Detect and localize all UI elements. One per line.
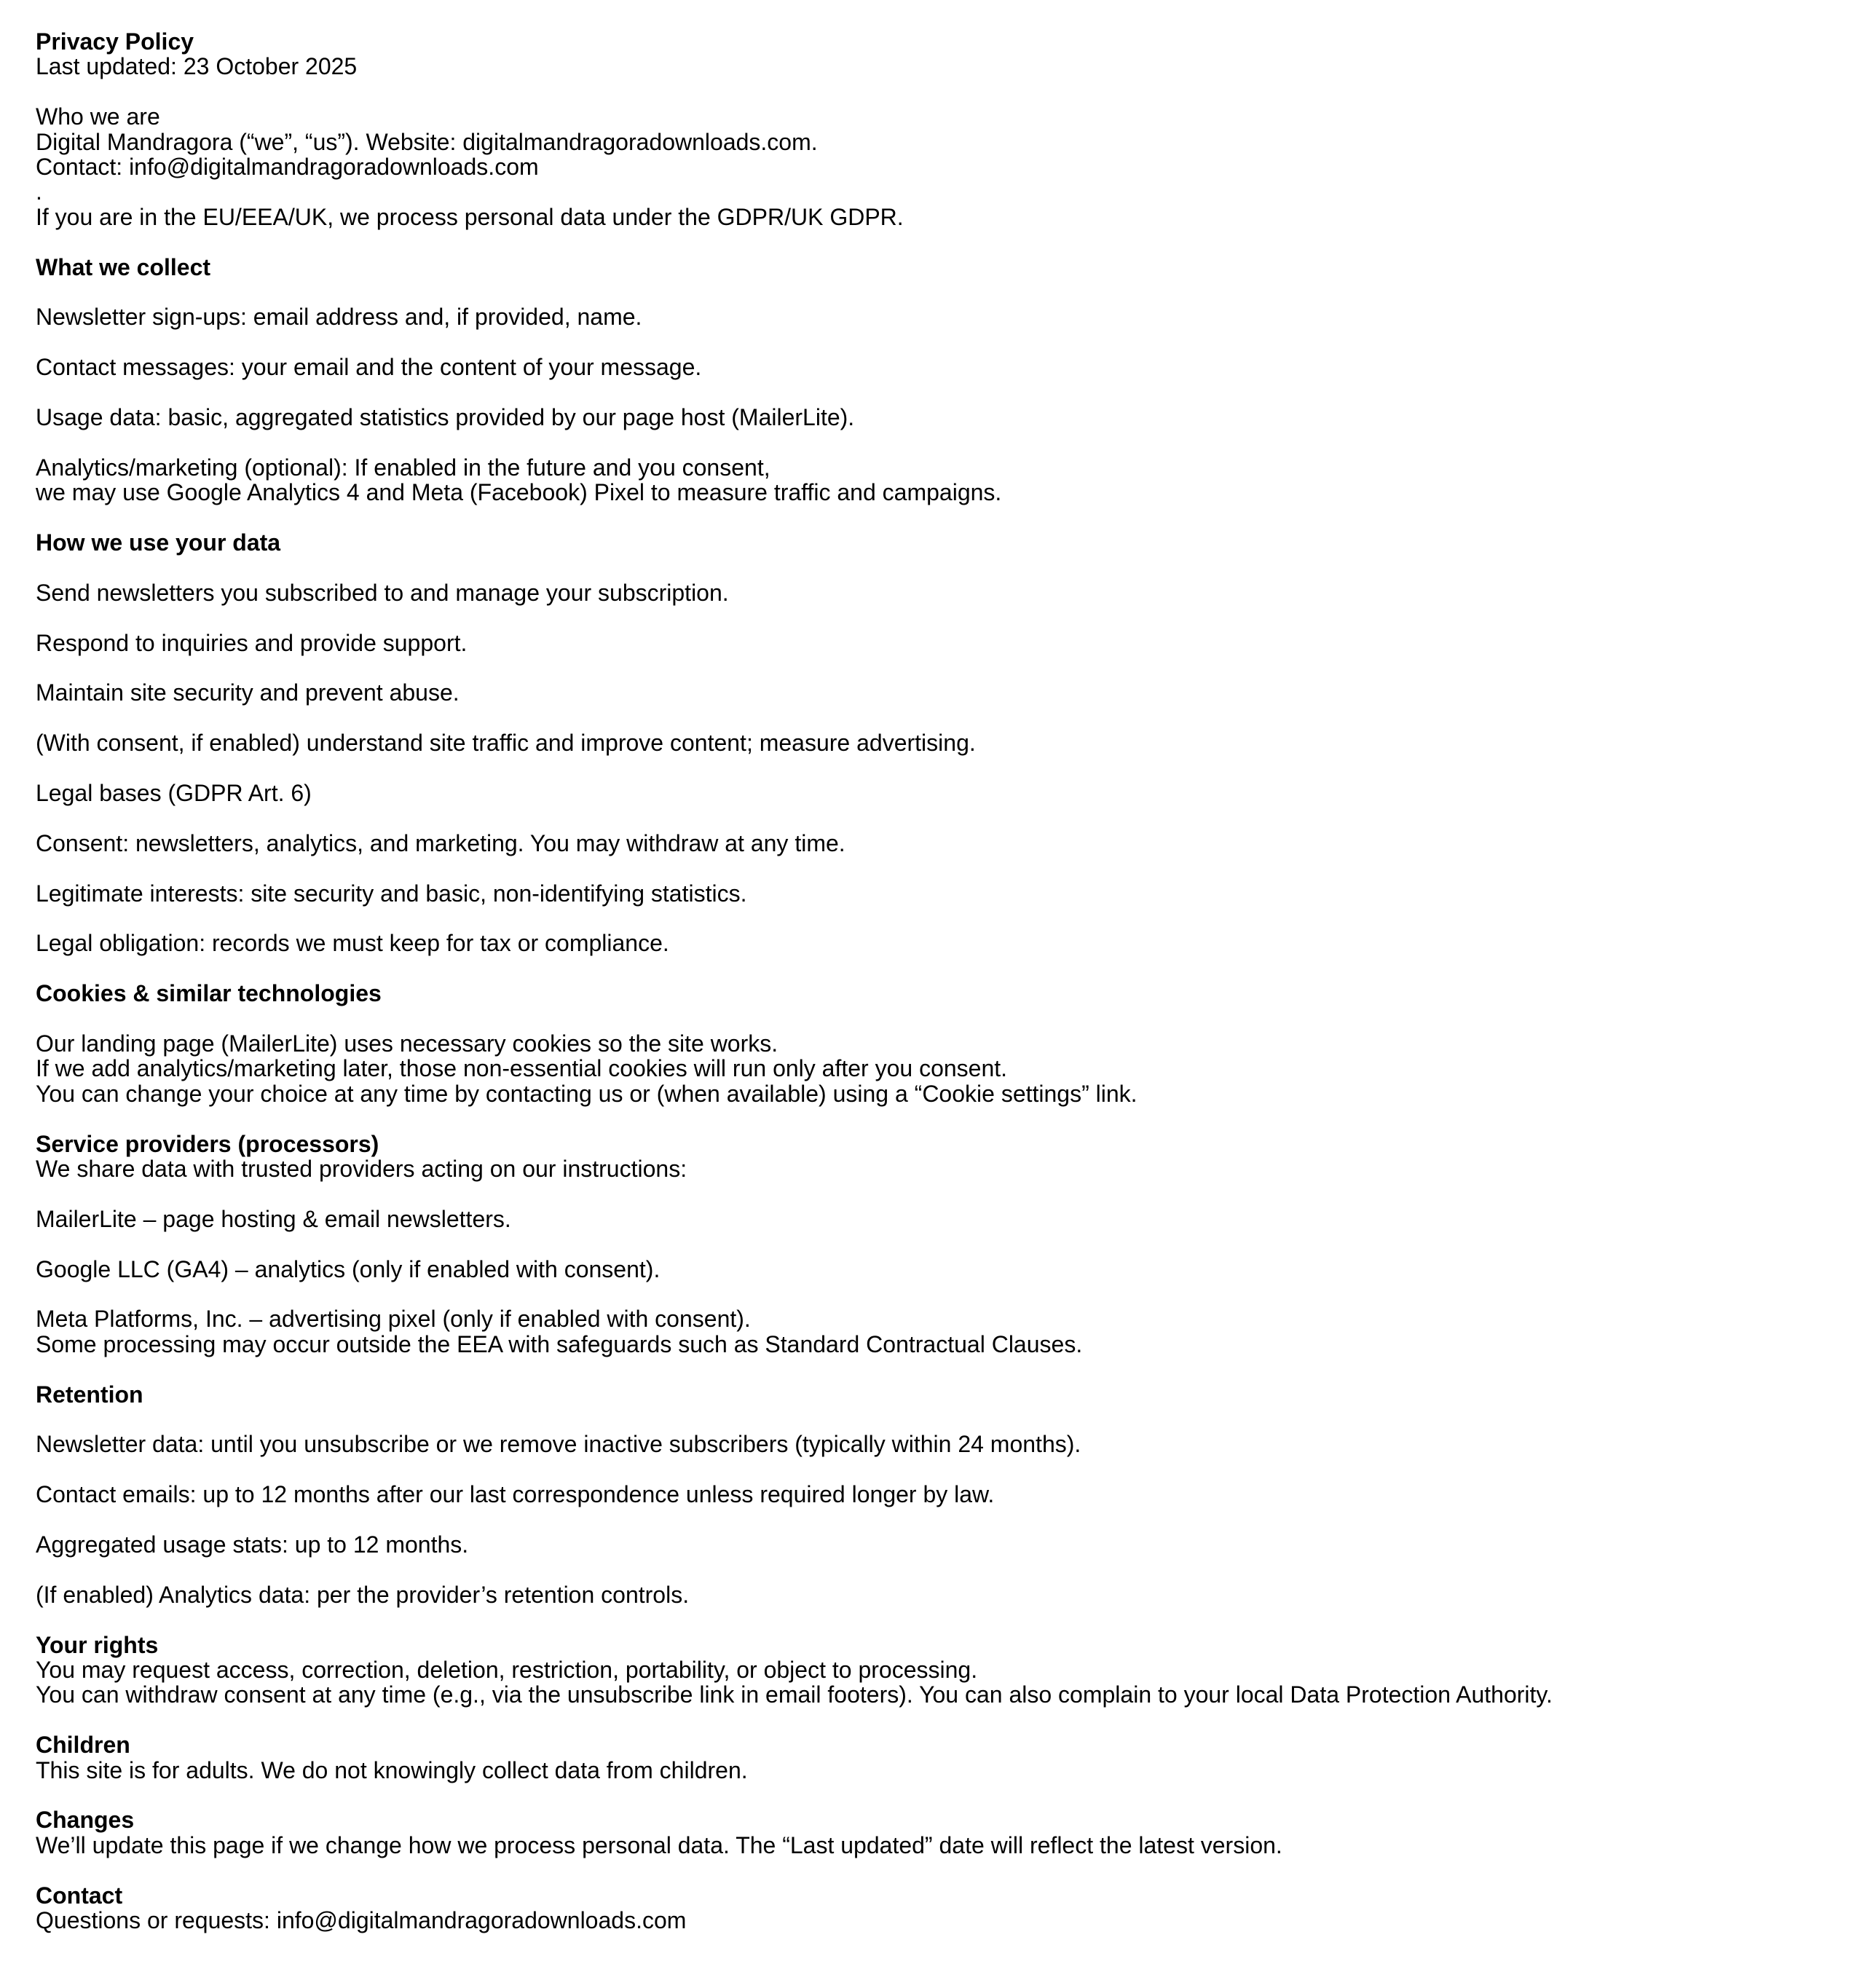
blank-line xyxy=(36,956,1813,981)
legal-basis-legal-obligation: Legal obligation: records we must keep for tax or compliance. xyxy=(36,930,669,957)
blank-line xyxy=(36,1457,1813,1482)
cookies-heading: Cookies & similar technologies xyxy=(36,980,382,1007)
blank-line xyxy=(36,1282,1813,1306)
blank-line xyxy=(36,1106,1813,1131)
blank-line xyxy=(36,655,1813,680)
blank-line xyxy=(36,330,1813,355)
blank-line xyxy=(36,1006,1813,1031)
collect-item-usage: Usage data: basic, aggregated statistics provided by our page host (MailerLite). xyxy=(36,404,855,431)
blank-line xyxy=(36,856,1813,880)
privacy-policy-document xyxy=(36,29,1813,1933)
blank-line xyxy=(36,805,1813,830)
changes-text: We’ll update this page if we change how we process personal data. The “Last updated” date will reflect the latest version. xyxy=(36,1831,1282,1858)
cookies-text-necessary: Our landing page (MailerLite) uses necessary cookies so the site works. xyxy=(36,1030,778,1057)
blank-line xyxy=(36,1407,1813,1432)
cookies-text-change-choice: You can change your choice at any time by contacting us or (when available) using a “Cookie settings” link. xyxy=(36,1080,1138,1107)
blank-line xyxy=(36,1783,1813,1807)
retention-analytics: (If enabled) Analytics data: per the provider’s retention controls. xyxy=(36,1581,690,1608)
blank-line xyxy=(36,1507,1813,1532)
who-we-are-heading: Who we are xyxy=(36,103,160,130)
collect-item-analytics: Analytics/marketing (optional): If enabled in the future and you consent, xyxy=(36,454,770,481)
cookies-text-non-essential: If we add analytics/marketing later, those non-essential cookies will run only after you consent. xyxy=(36,1055,1008,1082)
your-rights-heading: Your rights xyxy=(36,1631,159,1658)
how-we-use-heading: How we use your data xyxy=(36,529,281,556)
blank-line xyxy=(36,756,1813,781)
stray-period: . xyxy=(36,178,42,205)
blank-line xyxy=(36,1858,1813,1882)
blank-line xyxy=(36,79,1813,104)
contact-text: Questions or requests: info@digitalmandragoradownloads.com xyxy=(36,1907,687,1933)
blank-line xyxy=(36,505,1813,530)
who-we-are-text: Digital Mandragora (“we”, “us”). Website: digitalmandragoradownloads.com. xyxy=(36,128,818,155)
blank-line xyxy=(36,229,1813,254)
blank-line xyxy=(36,605,1813,630)
retention-newsletter: Newsletter data: until you unsubscribe or we remove inactive subscribers (typically within 24 months). xyxy=(36,1431,1081,1458)
retention-usage-stats: Aggregated usage stats: up to 12 months. xyxy=(36,1531,469,1558)
use-item-newsletters: Send newsletters you subscribed to and manage your subscription. xyxy=(36,579,729,606)
blank-line xyxy=(36,1708,1813,1732)
retention-contact-emails: Contact emails: up to 12 months after our last correspondence unless required longer by law. xyxy=(36,1481,995,1508)
children-text: This site is for adults. We do not knowingly collect data from children. xyxy=(36,1756,748,1783)
what-we-collect-heading: What we collect xyxy=(36,253,211,280)
contact-email-text: Contact: info@digitalmandragoradownloads.com xyxy=(36,154,539,181)
blank-line xyxy=(36,1607,1813,1632)
retention-heading: Retention xyxy=(36,1381,143,1408)
blank-line xyxy=(36,1557,1813,1582)
service-providers-heading: Service providers (processors) xyxy=(36,1130,379,1157)
service-providers-note: Some processing may occur outside the EEA with safeguards such as Standard Contractual Clauses. xyxy=(36,1330,1083,1357)
contact-heading: Contact xyxy=(36,1882,123,1909)
legal-basis-consent: Consent: newsletters, analytics, and marketing. You may withdraw at any time. xyxy=(36,829,845,856)
collect-item-newsletter: Newsletter sign-ups: email address and, if provided, name. xyxy=(36,304,642,331)
legal-bases-heading: Legal bases (GDPR Art. 6) xyxy=(36,780,312,806)
gdpr-jurisdiction-text: If you are in the EU/EEA/UK, we process personal data under the GDPR/UK GDPR. xyxy=(36,203,904,230)
provider-mailerlite: MailerLite – page hosting & email newsletters. xyxy=(36,1205,511,1232)
legal-basis-legitimate-interests: Legitimate interests: site security and basic, non-identifying statistics. xyxy=(36,880,747,907)
collect-item-contact: Contact messages: your email and the content of your message. xyxy=(36,354,702,381)
changes-heading: Changes xyxy=(36,1807,135,1834)
blank-line xyxy=(36,280,1813,304)
use-item-security: Maintain site security and prevent abuse. xyxy=(36,679,460,706)
blank-line xyxy=(36,380,1813,405)
blank-line xyxy=(36,906,1813,931)
service-providers-intro: We share data with trusted providers acting on our instructions: xyxy=(36,1156,687,1182)
blank-line xyxy=(36,1357,1813,1381)
blank-line xyxy=(36,1231,1813,1256)
provider-google: Google LLC (GA4) – analytics (only if enabled with consent). xyxy=(36,1255,661,1282)
blank-line xyxy=(36,706,1813,730)
blank-line xyxy=(36,555,1813,580)
your-rights-text: You may request access, correction, deletion, restriction, portability, or object to processing. xyxy=(36,1656,978,1683)
use-item-analytics: (With consent, if enabled) understand site traffic and improve content; measure advertising. xyxy=(36,730,976,757)
children-heading: Children xyxy=(36,1732,130,1759)
blank-line xyxy=(36,1181,1813,1206)
provider-meta: Meta Platforms, Inc. – advertising pixel (only if enabled with consent). xyxy=(36,1306,751,1333)
collect-item-analytics-continued: we may use Google Analytics 4 and Meta (Facebook) Pixel to measure traffic and campaigns. xyxy=(36,479,1002,506)
use-item-support: Respond to inquiries and provide support. xyxy=(36,629,468,656)
your-rights-withdraw-text: You can withdraw consent at any time (e.g., via the unsubscribe link in email footers). You can also complain to your local Data Protection Authority. xyxy=(36,1681,1553,1708)
blank-line xyxy=(36,430,1813,454)
page-title: Privacy Policy xyxy=(36,28,194,55)
last-updated-date: Last updated: 23 October 2025 xyxy=(36,53,358,80)
